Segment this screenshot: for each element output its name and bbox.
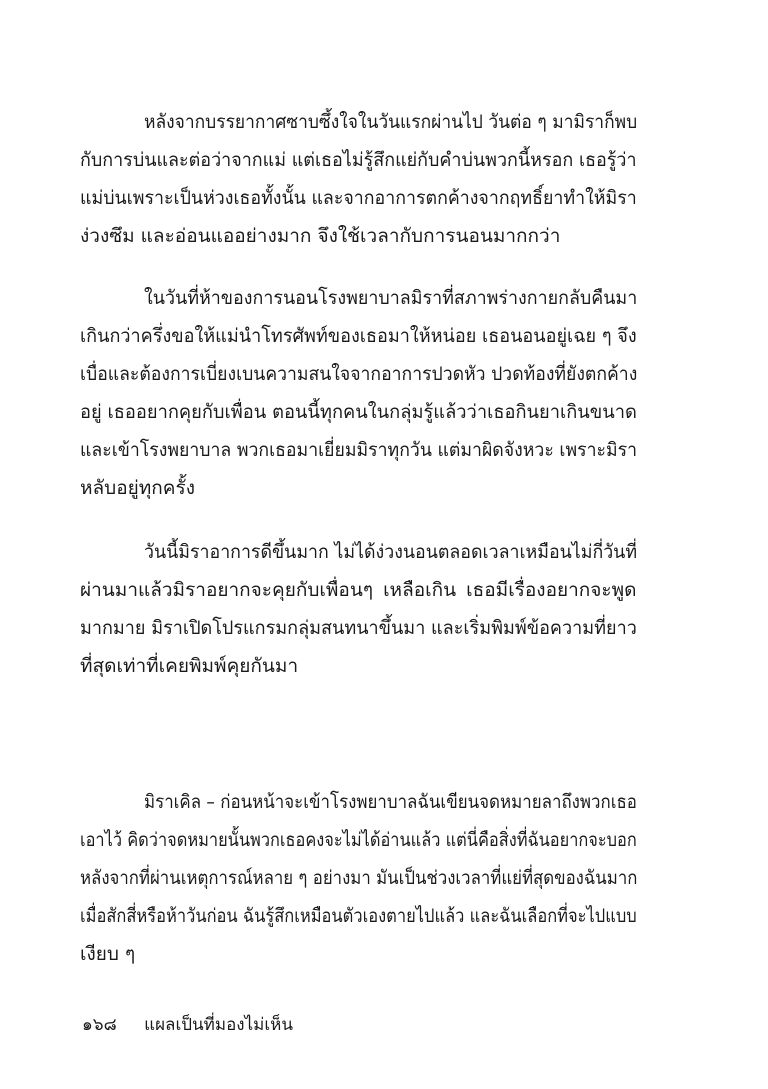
paragraph-1-line-4: ง่วงซึม และอ่อนแออย่างมาก จึงใช้เวลากับการนอนมากกว่า [80,225,561,247]
paragraph-2-line-2: เกินกว่าครึ่งขอให้แม่นำโทรศัพท์ของเธอมาให้หน่อย เธอนอนอยู่เฉย ๆ จึง [80,325,637,347]
paragraph-2-line-5: และเข้าโรงพยาบาล พวกเธอมาเยี่ยมมิราทุกวัน แต่มาผิดจังหวะ เพราะมิรา [80,439,638,461]
message-line-4: เมื่อสักสี่หรือห้าวันก่อน ฉันรู้สึกเหมือนตัวเองตายไปแล้ว และฉันเลือกที่จะไปแบบ [80,905,637,927]
page-number: ๑๖๘ [82,1015,117,1035]
message-line-1: มิราเคิล – ก่อนหน้าจะเข้าโรงพยาบาลฉันเขียนจดหมายลาถึงพวกเธอ [144,791,637,813]
paragraph-3-line-1: วันนี้มิราอาการดีขึ้นมาก ไม่ได้ง่วงนอนตลอดเวลาเหมือนไม่กี่วันที่ [144,541,638,563]
paragraph-2-line-1: ในวันที่ห้าของการนอนโรงพยาบาลมิราที่สภาพร่างกายกลับคืนมา [144,287,638,309]
page-footer [82,1014,293,1036]
message-line-2: เอาไว้ คิดว่าจดหมายนั้นพวกเธอคงจะไม่ได้อ่านแล้ว แต่นี่คือสิ่งที่ฉันอยากจะบอก [80,829,637,851]
paragraph-3-line-4: ที่สุดเท่าที่เคยพิมพ์คุยกันมา [80,655,299,677]
paragraph-2-line-4: อยู่ เธออยากคุยกับเพื่อน ตอนนี้ทุกคนในกลุ่มรู้แล้วว่าเธอกินยาเกินขนาด [80,401,637,423]
message-line-3: หลังจากที่ผ่านเหตุการณ์หลาย ๆ อย่างมา มันเป็นช่วงเวลาที่แย่ที่สุดของฉันมาก [80,867,638,889]
paragraph-3-line-2: ผ่านมาแล้วมิราอยากจะคุยกับเพื่อนๆ เหลือเกิน เธอมีเรื่องอยากจะพูด [80,579,637,601]
paragraph-2-line-3: เบื่อและต้องการเบี่ยงเบนความสนใจจากอาการปวดหัว ปวดท้องที่ยังตกค้าง [80,363,638,385]
paragraph-3-line-3: มากมาย มิราเปิดโปรแกรมกลุ่มสนทนาขึ้นมา และเริ่มพิมพ์ข้อความที่ยาว [80,617,637,639]
paragraph-1-line-2: กับการบ่นและต่อว่าจากแม่ แต่เธอไม่รู้สึกแย่กับคำบ่นพวกนี้หรอก เธอรู้ว่า [80,149,637,171]
paragraph-1-line-1: หลังจากบรรยากาศซาบซึ้งใจในวันแรกผ่านไป วันต่อ ๆ มามิราก็พบ [144,111,638,133]
message-line-5: เงียบ ๆ [80,943,136,965]
book-title: แผลเป็นที่มองไม่เห็น [144,1015,293,1035]
paragraph-2-line-6: หลับอยู่ทุกครั้ง [80,477,195,499]
paragraph-1-line-3: แม่บ่นเพราะเป็นห่วงเธอทั้งนั้น และจากอาการตกค้างจากฤทธิ์ยาทำให้มิรา [80,187,637,209]
